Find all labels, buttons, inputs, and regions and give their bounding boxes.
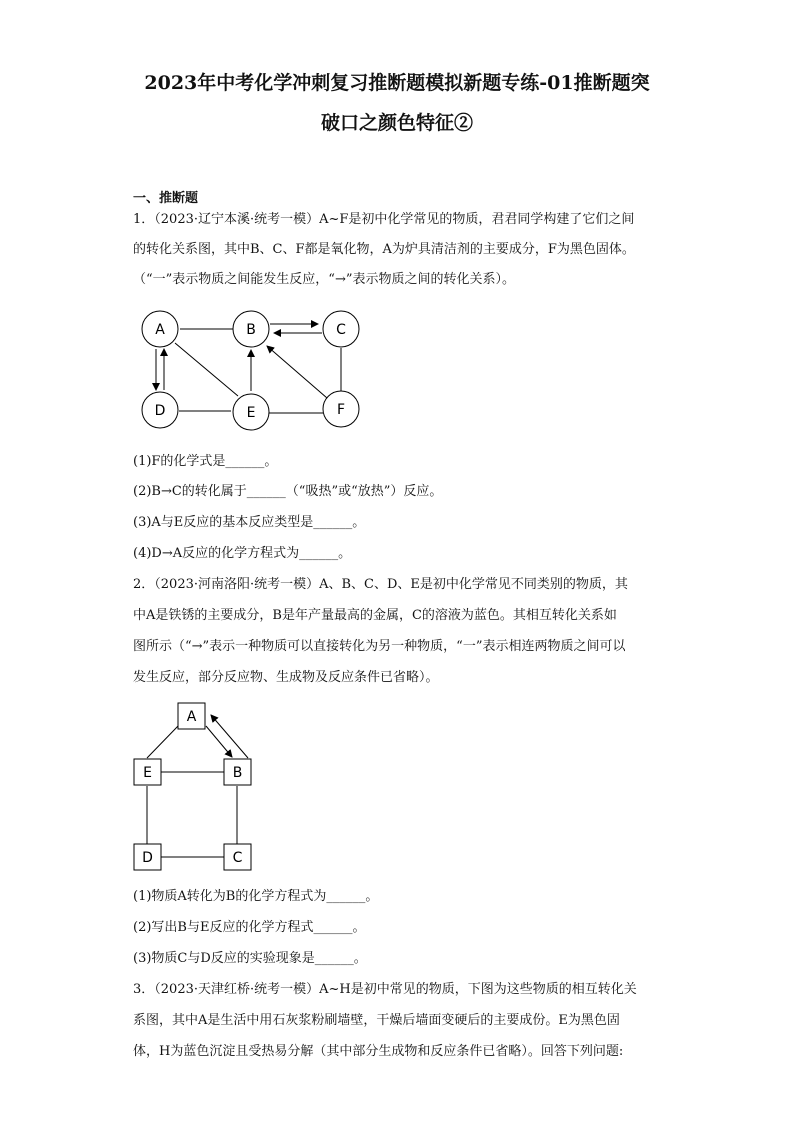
q3-intro-line: 3．（2023·天津红桥·统考一模）A~H是初中常见的物质，下图为这些物质的相互转化关 (133, 982, 637, 997)
node-label: D (154, 403, 166, 419)
q1-intro-line: 的转化关系图，其中B、C、F都是氧化物，A为炉具清洁剂的主要成分，F为黑色固体。 (133, 242, 635, 257)
node-label: C (232, 850, 243, 866)
q2-question: (1)物质A转化为B的化学方程式为______。 (133, 889, 379, 904)
q2-intro-line: 中A是铁锈的主要成分，B是年产量最高的金属，C的溶液为蓝色。其相互转化关系如 (133, 608, 617, 623)
q1-diagram (135, 305, 365, 435)
arrow-f-to-b (267, 346, 327, 398)
arrow-b-to-a (211, 715, 248, 758)
q1-intro-line: （“一”表示物质之间能发生反应，“→”表示物质之间的转化关系）。 (133, 272, 515, 287)
link-a-e (147, 725, 179, 758)
node-label: B (246, 322, 256, 338)
q1-intro-line: 1．（2023·辽宁本溪·统考一模）A~F是初中化学常见的物质，君君同学构建了它们之间 (133, 212, 635, 227)
document-title-line2: 破口之颜色特征② (320, 112, 473, 134)
q1-question: (4)D→A反应的化学方程式为______。 (133, 546, 352, 561)
section-heading: 一、推断题 (133, 191, 199, 206)
q1-question: (2)B→C的转化属于______（“吸热”或“放热”）反应。 (133, 484, 443, 499)
node-label: E (246, 405, 256, 421)
q2-diagram (132, 700, 258, 876)
q2-question: (3)物质C与D反应的实验现象是______。 (133, 951, 367, 966)
node-label: A (155, 322, 165, 338)
link-a-e (175, 343, 238, 396)
arrow-a-to-b (206, 726, 232, 757)
node-label: D (142, 850, 153, 866)
q1-question: (1)F的化学式是______。 (133, 454, 278, 469)
q1-question: (3)A与E反应的基本反应类型是______。 (133, 515, 366, 530)
q3-intro-line: 系图，其中A是生活中用石灰浆粉刷墙壁，干燥后墙面变硬后的主要成份。E为黑色固 (133, 1013, 620, 1028)
q2-intro-line: 2．（2023·河南洛阳·统考一模）A、B、C、D、E是初中化学常见不同类别的物质，其 (133, 577, 628, 592)
q2-intro-line: 发生反应，部分反应物、生成物及反应条件已省略）。 (133, 670, 439, 685)
node-label: E (143, 765, 152, 781)
node-label: F (336, 402, 346, 418)
document-title-line1: 2023年中考化学冲刺复习推断题模拟新题专练-01推断题突 (144, 72, 650, 94)
q3-intro-line: 体，H为蓝色沉淀且受热易分解（其中部分生成物和反应条件已省略）。回答下列问题: (133, 1044, 624, 1059)
node-label: A (186, 709, 197, 725)
node-label: B (232, 765, 243, 781)
node-label: C (336, 322, 346, 338)
q2-question: (2)写出B与E反应的化学方程式______。 (133, 920, 366, 935)
q2-intro-line: 图所示（“→”表示一种物质可以直接转化为另一种物质，“一”表示相连两物质之间可以 (133, 639, 626, 654)
